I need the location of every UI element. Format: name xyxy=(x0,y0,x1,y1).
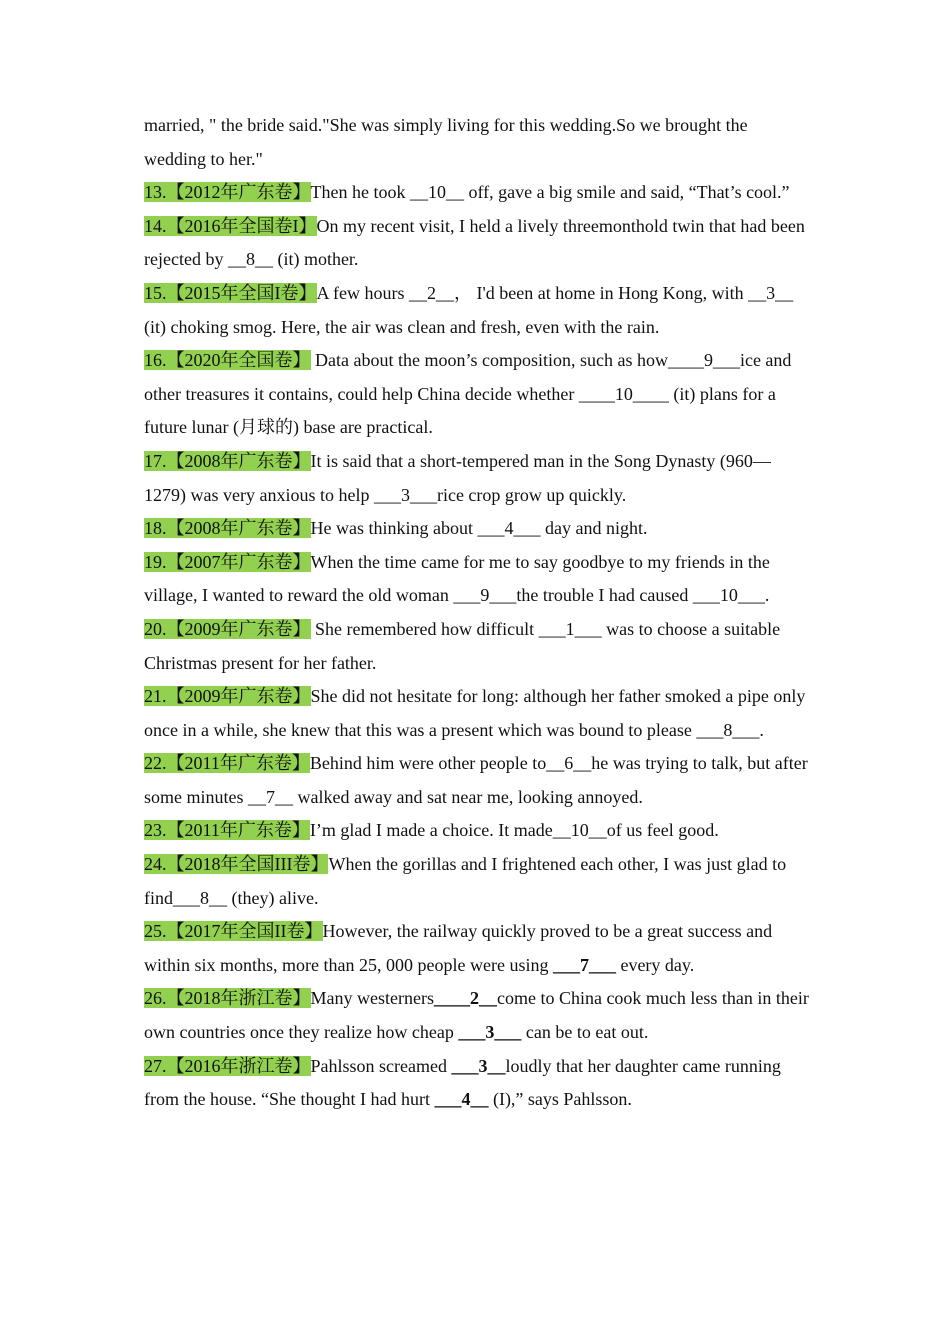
question-text: Many westerners xyxy=(310,988,434,1009)
question-18 xyxy=(144,512,810,546)
question-text: Pahlsson screamed xyxy=(310,1055,452,1076)
question-13 xyxy=(144,176,810,210)
question-source-tag: 18.【2008年广东卷】 xyxy=(144,518,311,539)
question-source-tag: 19.【2007年广东卷】 xyxy=(144,551,311,572)
question-26 xyxy=(144,982,810,1049)
question-text: She did not hesitate for long: although her father smoked a pipe only once in a while, she knew that this was a present which was bound to please ___8___. xyxy=(144,686,806,740)
paragraph-continuation xyxy=(144,109,810,176)
question-20 xyxy=(144,613,810,680)
paragraph-text: married, " the bride said."She was simply living for this wedding.So we brought the wedding to her." xyxy=(144,115,748,169)
question-19 xyxy=(144,546,810,613)
question-text: She remembered how difficult ___1___ was to choose a suitable Christmas present for her father. xyxy=(144,618,781,673)
question-text: He was thinking about ___4___ day and night. xyxy=(310,518,648,539)
question-source-tag: 17.【2008年广东卷】 xyxy=(144,450,311,471)
question-text-end: (I),” says Pahlsson. xyxy=(488,1089,632,1110)
question-source-tag: 24.【2018年全国III卷】 xyxy=(144,854,329,875)
question-16 xyxy=(144,344,810,445)
question-source-tag: 20.【2009年广东卷】 xyxy=(144,618,311,639)
question-text: When the gorillas and I frightened each other, I was just glad to find___8__ (they) alive. xyxy=(144,854,787,908)
question-source-tag: 23.【2011年广东卷】 xyxy=(144,820,310,841)
question-text: Behind him were other people to__6__he was trying to talk, but after some minutes __7__ walked away and sat near me, looking annoyed. xyxy=(144,753,808,807)
question-source-tag: 26.【2018年浙江卷】 xyxy=(144,988,311,1009)
question-text: On my recent visit, I held a lively threemonthold twin that had been rejected by __8__ (it) mother. xyxy=(144,215,805,270)
question-14 xyxy=(144,210,810,277)
question-text-end: can be to eat out. xyxy=(521,1022,649,1043)
question-source-tag: 16.【2020年全国卷】 xyxy=(144,350,311,371)
question-text-middle: come to China cook much less than in their own countries once they realize how cheap xyxy=(144,988,809,1043)
answer-blank: ___3___ xyxy=(458,1022,522,1043)
answer-blank: ___7___ xyxy=(552,954,616,975)
question-22 xyxy=(144,747,810,814)
question-24 xyxy=(144,848,810,915)
question-27 xyxy=(144,1050,810,1117)
question-text: A few hours __2__， I'd been at home in Hong Kong, with __3__ (it) choking smog. Here, the air was clean and fresh, even with the rain. xyxy=(144,282,794,337)
question-source-tag: 27.【2016年浙江卷】 xyxy=(144,1055,311,1076)
question-text-middle: loudly that her daughter came running from the house. “She thought I had hurt xyxy=(144,1055,781,1110)
question-text-end: every day. xyxy=(615,954,695,975)
question-15 xyxy=(144,277,810,344)
question-source-tag: 14.【2016年全国卷I】 xyxy=(144,215,317,236)
question-text: However, the railway quickly proved to be a great success and within six months, more than 25, 000 people were using xyxy=(144,921,773,975)
question-23 xyxy=(144,814,810,848)
question-text: When the time came for me to say goodbye to my friends in the village, I wanted to reward the old woman ___9___the trouble I had caused ___10___. xyxy=(144,551,770,606)
question-text: Data about the moon’s composition, such as how____9___ice and other treasures it contains, could help China decide whether ____10____ (it) plans for a future lunar (月球的) base are practical. xyxy=(144,350,792,438)
answer-blank: ___4__ xyxy=(434,1089,489,1110)
question-text: It is said that a short-tempered man in the Song Dynasty (960—1279) was very anxious to help ___3___rice crop grow up quickly. xyxy=(144,450,771,505)
question-25 xyxy=(144,915,810,982)
question-17 xyxy=(144,445,810,512)
question-text: Then he took __10__ off, gave a big smile and said, “That’s cool.” xyxy=(310,182,790,203)
question-source-tag: 25.【2017年全国II卷】 xyxy=(144,921,323,942)
question-source-tag: 13.【2012年广东卷】 xyxy=(144,182,311,203)
question-21 xyxy=(144,680,810,747)
question-text: I’m glad I made a choice. It made__10__of us feel good. xyxy=(309,820,719,841)
question-source-tag: 22.【2011年广东卷】 xyxy=(144,753,310,774)
answer-blank: ____2__ xyxy=(433,988,497,1009)
question-source-tag: 21.【2009年广东卷】 xyxy=(144,686,311,707)
document-body xyxy=(144,109,810,1117)
question-source-tag: 15.【2015年全国I卷】 xyxy=(144,282,317,303)
answer-blank: ___3__ xyxy=(451,1055,506,1076)
